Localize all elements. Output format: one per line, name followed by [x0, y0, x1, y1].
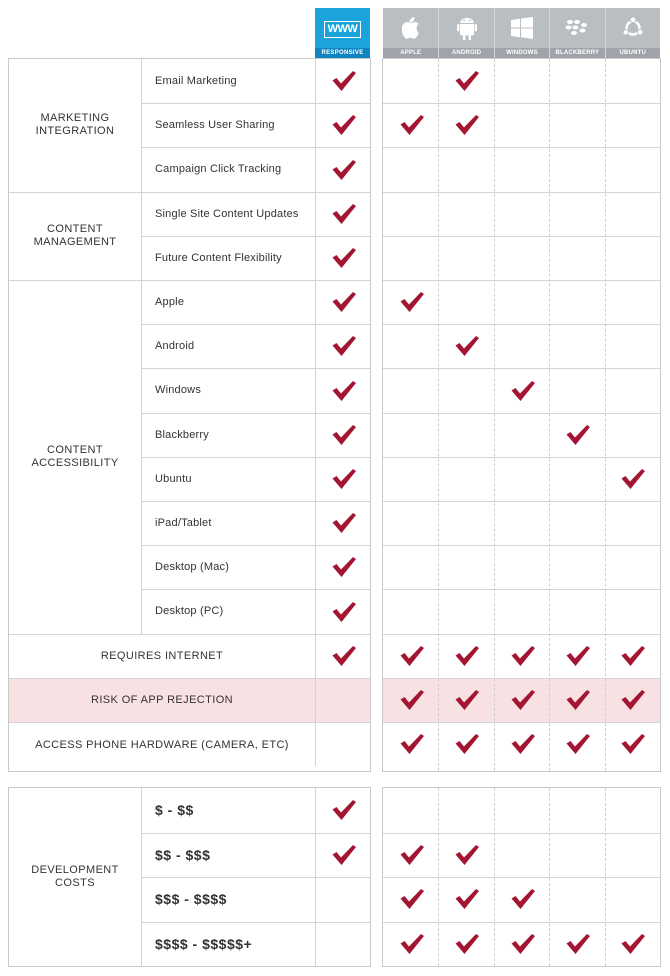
check-icon [331, 424, 357, 446]
check-icon [399, 291, 425, 313]
group-label: MARKETING INTEGRATION [35, 112, 115, 138]
native-row [383, 192, 660, 236]
platform-label: ANDROID [439, 48, 493, 58]
check-icon [454, 733, 480, 755]
cost-label: $ - $$ [141, 788, 315, 833]
check-icon [454, 844, 480, 866]
blackberry-icon [550, 15, 604, 41]
check-icon [565, 733, 591, 755]
native-row [383, 788, 660, 833]
check-icon [331, 335, 357, 357]
android-icon [439, 15, 493, 41]
check-icon [399, 844, 425, 866]
column-divider [605, 59, 606, 771]
feature-label: Windows [141, 368, 315, 412]
feature-label: Single Site Content Updates [141, 192, 315, 236]
feature-label: Desktop (Mac) [141, 545, 315, 589]
native-row [383, 501, 660, 545]
check-icon [454, 70, 480, 92]
feature-label: Blackberry [141, 413, 315, 457]
cost-label: $$$ - $$$$ [141, 877, 315, 922]
check-icon [454, 689, 480, 711]
column-divider [549, 788, 550, 966]
cost-label: $$ - $$$ [141, 833, 315, 878]
platform-label: APPLE [383, 48, 438, 58]
check-icon [331, 159, 357, 181]
platform-header-apple [383, 8, 438, 58]
native-header [383, 8, 660, 58]
check-icon [399, 689, 425, 711]
check-icon [399, 888, 425, 910]
costs-native-table [382, 787, 661, 967]
check-icon [331, 645, 357, 667]
wide-row-label: ACCESS PHONE HARDWARE (CAMERA, ETC) [9, 722, 315, 766]
check-icon [331, 512, 357, 534]
check-icon [510, 933, 536, 955]
check-icon [510, 689, 536, 711]
apple-icon [383, 15, 438, 41]
feature-label: Ubuntu [141, 457, 315, 501]
costs-group-label: DEVELOPMENT COSTS [31, 864, 119, 889]
check-icon [331, 114, 357, 136]
check-icon [565, 645, 591, 667]
native-row [383, 59, 660, 103]
check-icon [510, 733, 536, 755]
check-icon [565, 933, 591, 955]
www-icon: WWW [315, 18, 370, 40]
column-divider [549, 59, 550, 771]
feature-label: Email Marketing [141, 59, 315, 103]
column-divider [494, 59, 495, 771]
column-divider [494, 788, 495, 966]
native-row [383, 545, 660, 589]
check-icon [399, 114, 425, 136]
responsive-label: RESPONSIVE [315, 48, 370, 58]
features-table [8, 58, 371, 772]
column-divider [605, 788, 606, 966]
check-icon [510, 645, 536, 667]
platform-header-android [438, 8, 493, 58]
check-icon [620, 689, 646, 711]
platform-label: BLACKBERRY [550, 48, 604, 58]
check-icon [454, 933, 480, 955]
column-divider [438, 59, 439, 771]
native-row [383, 147, 660, 191]
cost-label: $$$$ - $$$$$+ [141, 922, 315, 967]
check-icon [620, 645, 646, 667]
native-row [383, 589, 660, 633]
platform-header-ubuntu [605, 8, 660, 58]
feature-label: Apple [141, 280, 315, 324]
check-icon [565, 689, 591, 711]
responsive-cell [315, 877, 370, 922]
check-icon [331, 203, 357, 225]
platform-label: WINDOWS [495, 48, 549, 58]
check-icon [399, 933, 425, 955]
platform-header-windows [494, 8, 549, 58]
native-row [383, 457, 660, 501]
native-row [383, 324, 660, 368]
check-icon [454, 888, 480, 910]
check-icon [331, 247, 357, 269]
feature-label: Desktop (PC) [141, 589, 315, 633]
wide-row-label: REQUIRES INTERNET [9, 634, 315, 678]
check-icon [620, 468, 646, 490]
check-icon [331, 601, 357, 623]
check-icon [331, 380, 357, 402]
feature-label: Future Content Flexibility [141, 236, 315, 280]
check-icon [620, 933, 646, 955]
wide-row-label: RISK OF APP REJECTION [9, 678, 315, 722]
feature-label: Campaign Click Tracking [141, 147, 315, 191]
native-row [383, 236, 660, 280]
responsive-cell [315, 678, 370, 722]
check-icon [510, 888, 536, 910]
platform-header-blackberry [549, 8, 604, 58]
check-icon [510, 380, 536, 402]
feature-label: Android [141, 324, 315, 368]
native-row [383, 413, 660, 457]
costs-table [8, 787, 371, 967]
column-divider [438, 788, 439, 966]
check-icon [399, 645, 425, 667]
native-table [382, 58, 661, 772]
check-icon [331, 799, 357, 821]
windows-icon [495, 15, 549, 41]
check-icon [454, 114, 480, 136]
check-icon [399, 733, 425, 755]
check-icon [565, 424, 591, 446]
check-icon [454, 645, 480, 667]
platform-label: UBUNTU [606, 48, 660, 58]
check-icon [331, 844, 357, 866]
feature-label: iPad/Tablet [141, 501, 315, 545]
feature-label: Seamless User Sharing [141, 103, 315, 147]
responsive-header [315, 8, 370, 58]
check-icon [331, 291, 357, 313]
responsive-cell [315, 722, 370, 766]
ubuntu-icon [606, 15, 660, 41]
responsive-cell [315, 922, 370, 967]
check-icon [331, 70, 357, 92]
check-icon [331, 556, 357, 578]
check-icon [331, 468, 357, 490]
group-label: CONTENT ACCESSIBILITY [9, 280, 141, 634]
group-label: CONTENT MANAGEMENT [9, 192, 141, 280]
check-icon [620, 733, 646, 755]
check-icon [454, 335, 480, 357]
